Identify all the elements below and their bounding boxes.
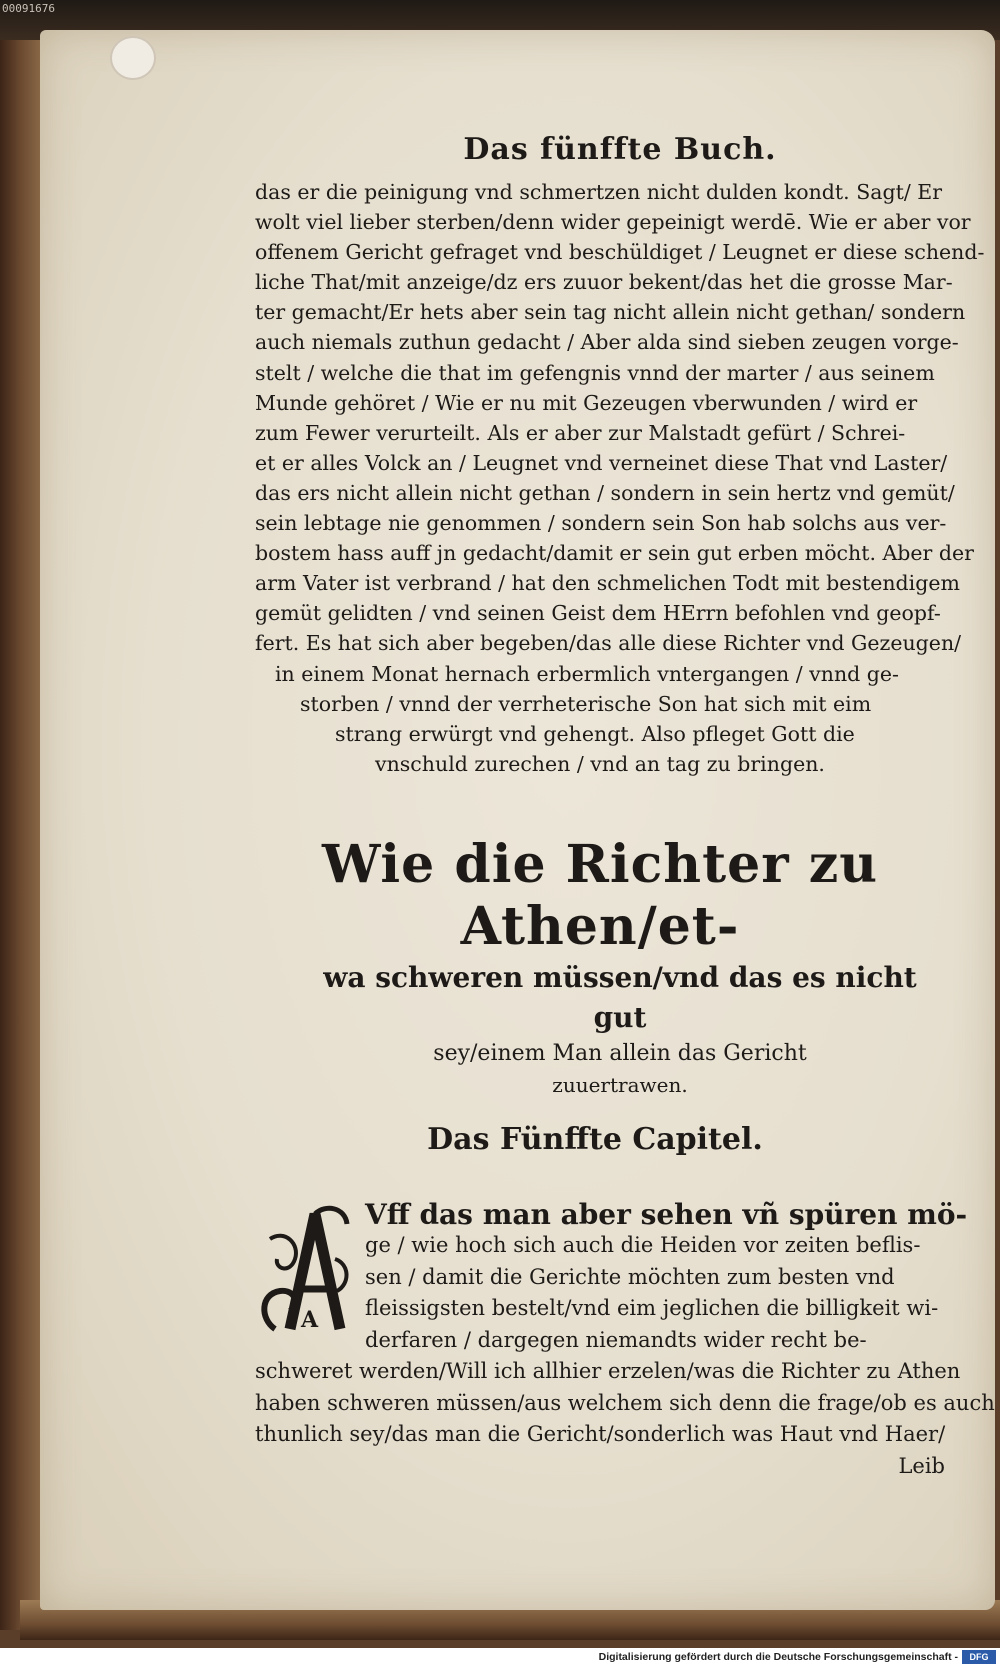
funding-credit: Digitalisierung gefördert durch die Deutsche Forschungsgemeinschaft - [598, 1651, 958, 1663]
heading-main: Wie die Richter zu Athen/et- [321, 833, 879, 957]
drop-cap-ornament [255, 1199, 355, 1339]
text-line: sein lebtage nie genommen / sondern sein Son hab solchs aus ver- [255, 511, 947, 536]
text-line: thunlich sey/das man die Gericht/sonderlich was Haut vnd Haer/ [255, 1422, 946, 1447]
scan-id: 00091676 [2, 2, 55, 15]
text-line: das er die peinigung vnd schmertzen nicht dulden kondt. Sagt/ Er [255, 180, 943, 204]
text-line: arm Vater ist verbrand / hat den schmelichen Todt mit bestendigem [255, 571, 960, 596]
dfg-logo: DFG [962, 1650, 996, 1664]
heading-sub-3: zuuertrawen. [552, 1072, 688, 1097]
chapter-title: Das Fünffte Capitel. [427, 1121, 763, 1157]
text-line: schweret werden/Will ich allhier erzelen/was die Richter zu Athen [255, 1359, 961, 1384]
text-line: ter gemacht/Er hets aber sein tag nicht allein nicht gethan/ sondern [255, 300, 966, 325]
text-line: fleissigsten bestelt/vnd eim jeglichen die billigkeit wi- [365, 1296, 939, 1321]
text-line: fert. Es hat sich aber begeben/das alle diese Richter vnd Gezeugen/ [255, 631, 962, 656]
text-line: ge / wie hoch sich auch die Heiden vor zeiten beflis- [365, 1233, 921, 1258]
text-line: Vff das man aber sehen vñ spüren mö- [365, 1197, 968, 1231]
text-line: auch niemals zuthun gedacht / Aber alda sind sieben zeugen vorge- [255, 330, 959, 355]
text-line: wolt viel lieber sterben/denn wider gepeinigt werdē. Wie er aber vor [255, 210, 971, 235]
heading-sub-2: sey/einem Man allein das Gericht [433, 1040, 807, 1066]
heading-sub: wa schweren müssen/vnd das es nicht gut [323, 960, 917, 1034]
chapter-heading [255, 834, 945, 1100]
paper-clip-mark [110, 36, 156, 80]
text-line: in einem Monat hernach erbermlich vntergangen / vnnd ge- [275, 661, 899, 686]
opening-paragraph [255, 1197, 995, 1483]
text-line: bostem hass auff jn gedacht/damit er sein gut erben möcht. Aber der [255, 541, 974, 566]
text-line: das ers nicht allein nicht gethan / sondern in sein hertz vnd gemüt/ [255, 480, 955, 505]
text-line: sen / damit die Gerichte möchten zum besten vnd [365, 1264, 895, 1289]
text-line: et er alles Volck an / Leugnet vnd verneinet diese That vnd Laster/ [255, 450, 948, 475]
text-line: storben / vnnd der verrheterische Son hat sich mit eim [300, 691, 872, 716]
drop-cap-letter: A [301, 1306, 319, 1333]
text-line: stelt / welche die that im gefengnis vnnd der marter / aus seinem [255, 360, 935, 385]
text-line: offenem Gericht gefraget vnd beschüldiget / Leugnet er diese schend- [255, 240, 985, 265]
text-line: zum Fewer verurteilt. Als er aber zur Malstadt gefürt / Schrei- [255, 420, 906, 445]
text-line: haben schweren müssen/aus welchem sich denn die frage/ob es auch [255, 1390, 995, 1415]
text-line: vnschuld zurechen / vnd an tag zu bringen. [375, 751, 825, 776]
catchword: Leib [898, 1453, 945, 1478]
text-line: gemüt gelidten / vnd seinen Geist dem HErrn befohlen vnd geopf- [255, 601, 941, 626]
text-line: strang erwürgt vnd gehengt. Also pfleget Gott die [335, 721, 855, 746]
text-line: liche That/mit anzeige/dz ers zuuor bekent/das het die grosse Mar- [255, 270, 953, 295]
text-line: Munde gehöret / Wie er nu mit Gezeugen vberwunden / wird er [255, 390, 918, 415]
text-line: derfaren / dargegen niemandts wider recht be- [365, 1327, 867, 1352]
running-head: Das fünffte Buch. [463, 132, 777, 167]
body-text [255, 177, 985, 779]
page-content [255, 132, 995, 1482]
